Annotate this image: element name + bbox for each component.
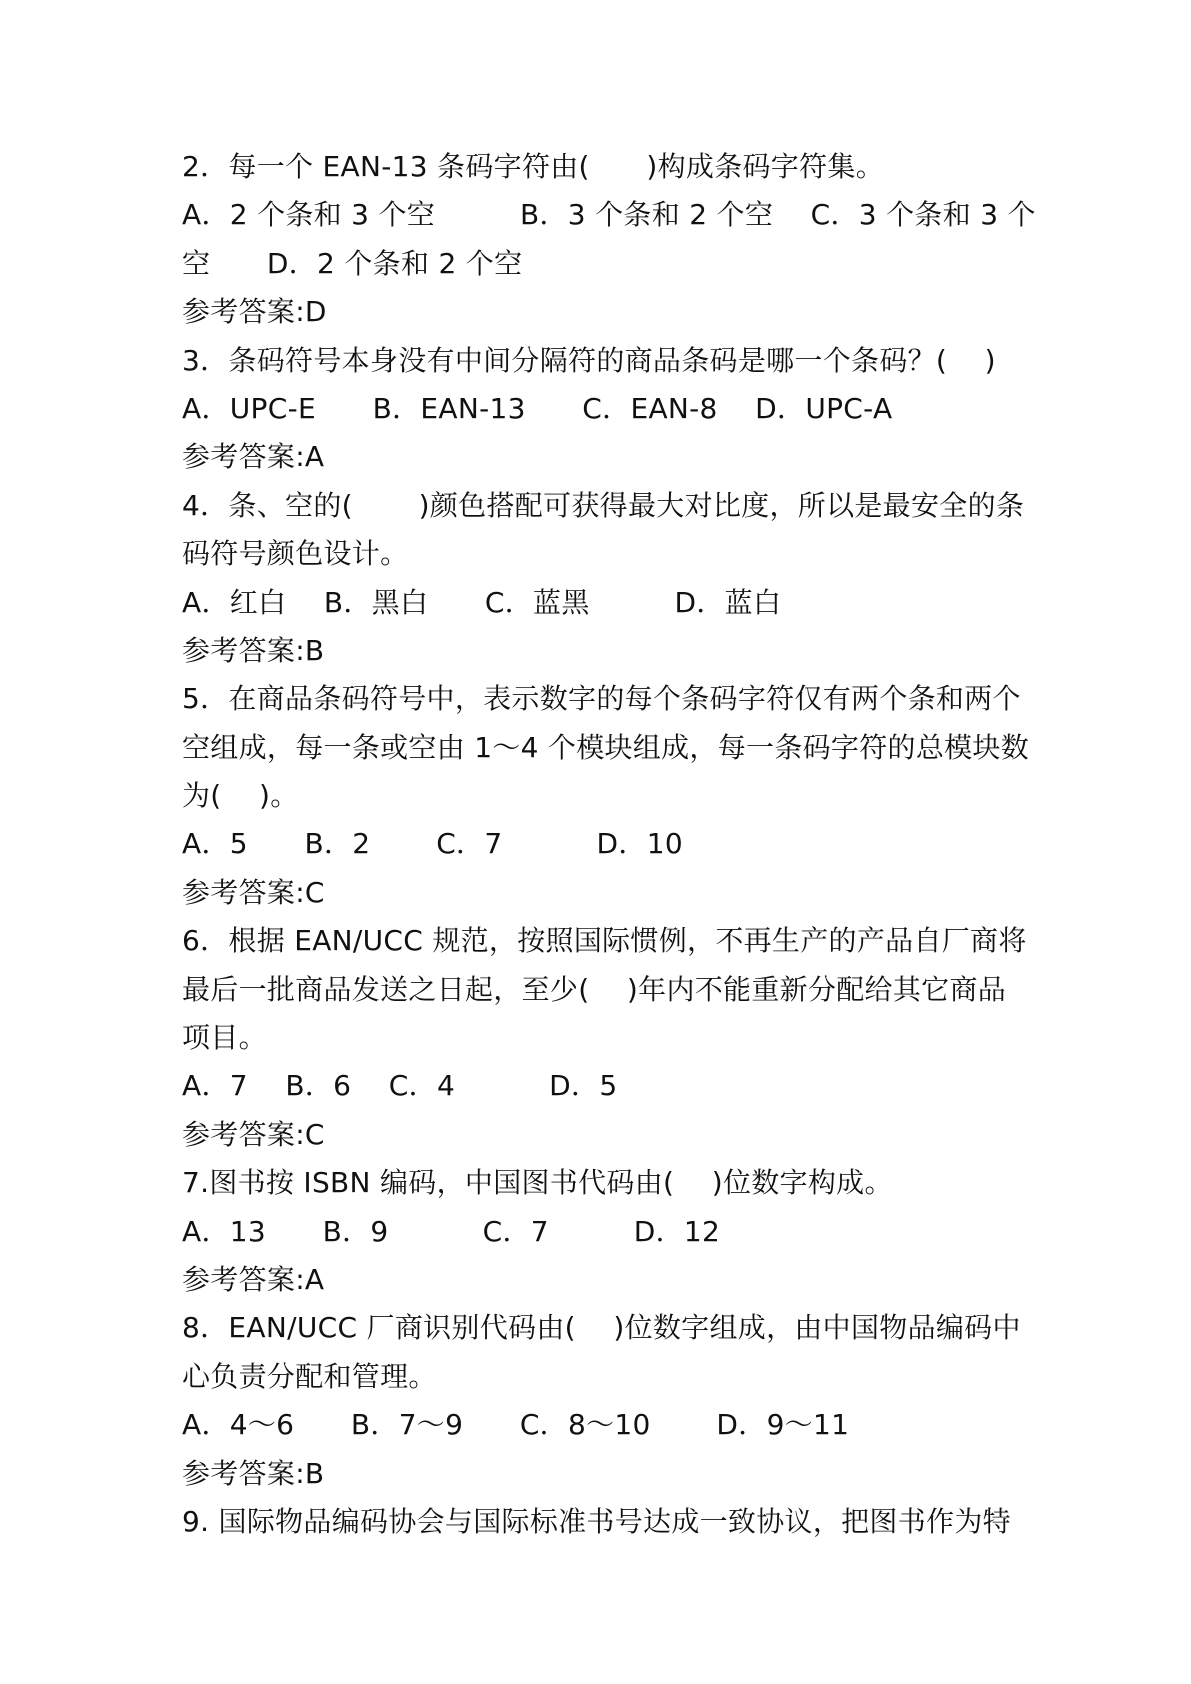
question-4-text-line-1: 4．条、空的( )颜色搭配可获得最大对比度，所以是最安全的条 <box>182 488 1025 522</box>
question-8-answer: 参考答案:B <box>182 1456 325 1490</box>
question-4-answer: 参考答案:B <box>182 633 325 667</box>
question-4-text-line-2: 码符号颜色设计。 <box>182 537 409 571</box>
question-6-options: A．7 B．6 C．4 D．5 <box>182 1069 618 1103</box>
question-2-answer: 参考答案:D <box>182 295 327 329</box>
question-3-answer: 参考答案:A <box>182 440 325 474</box>
question-2-options-line-1: A．2 个条和 3 个空 B．3 个条和 2 个空 C．3 个条和 3 个 <box>182 198 1036 232</box>
question-2-text: 2．每一个 EAN-13 条码字符由( )构成条码字符集。 <box>182 150 884 183</box>
question-9-text: 9. 国际物品编码协会与国际标准书号达成一致协议，把图书作为特 <box>182 1504 1011 1538</box>
question-7-answer: 参考答案:A <box>182 1262 325 1296</box>
question-5-answer: 参考答案:C <box>182 875 325 909</box>
question-5-options: A．5 B．2 C．7 D．10 <box>182 827 683 861</box>
question-4-options: A．红白 B．黑白 C．蓝黑 D．蓝白 <box>182 585 782 619</box>
question-5-text-line-2: 空组成，每一条或空由 1～4 个模块组成，每一条码字符的总模块数 <box>182 730 1030 764</box>
question-6-text-line-3: 项目。 <box>182 1021 267 1055</box>
question-6-text-line-2: 最后一批商品发送之日起，至少( )年内不能重新分配给其它商品 <box>182 972 1007 1006</box>
question-8-text-line-2: 心负责分配和管理。 <box>182 1359 437 1393</box>
question-3-options: A．UPC-E B．EAN-13 C．EAN-8 D．UPC-A <box>182 391 893 425</box>
question-8-options: A．4～6 B．7～9 C．8～10 D．9～11 <box>182 1408 850 1442</box>
question-6-answer: 参考答案:C <box>182 1117 325 1151</box>
question-7-options: A．13 B．9 C．7 D．12 <box>182 1214 721 1248</box>
question-3-text: 3．条码符号本身没有中间分隔符的商品条码是哪一个条码？( ) <box>182 343 996 377</box>
question-6-text-line-1: 6．根据 EAN/UCC 规范，按照国际惯例，不再生产的产品自厂商将 <box>182 924 1027 958</box>
question-7-text: 7.图书按 ISBN 编码，中国图书代码由( )位数字构成。 <box>182 1166 893 1200</box>
question-5-text-line-3: 为( )。 <box>182 779 299 813</box>
document-body <box>182 143 1036 1546</box>
question-5-text-line-1: 5．在商品条码符号中，表示数字的每个条码字符仅有两个条和两个 <box>182 682 1021 716</box>
question-2-options-line-2: 空 D．2 个条和 2 个空 <box>182 246 523 280</box>
question-8-text-line-1: 8．EAN/UCC 厂商识别代码由( )位数字组成，由中国物品编码中 <box>182 1311 1021 1345</box>
